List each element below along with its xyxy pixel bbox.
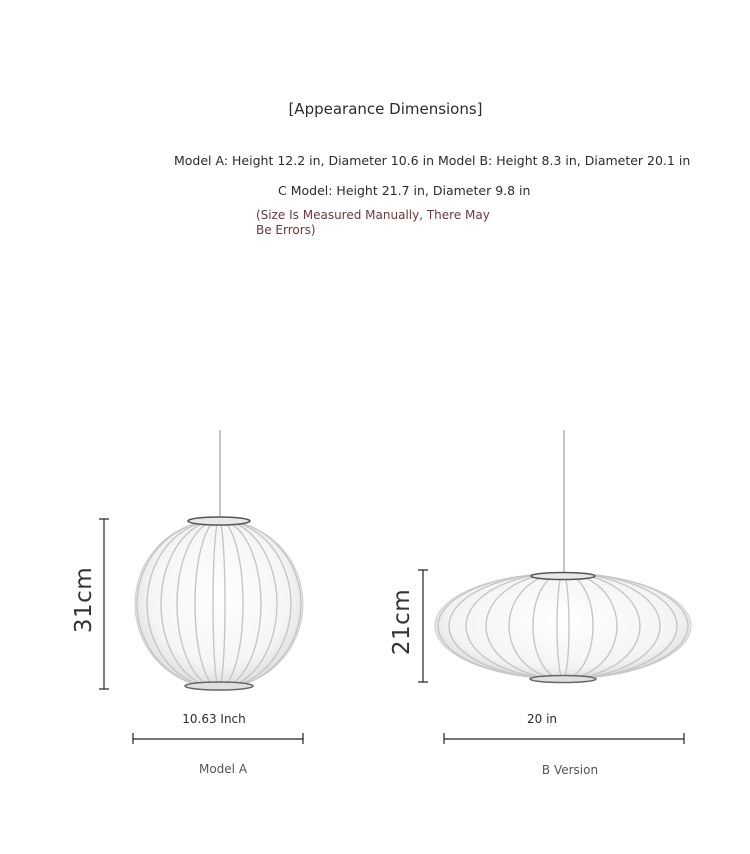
width-dimension-line-a	[133, 733, 303, 744]
width-label-a: 10.63 Inch	[182, 712, 246, 726]
height-label-a: 31cm	[71, 566, 97, 634]
lamp-model-b	[435, 430, 691, 683]
width-label-b: 20 in	[526, 712, 558, 726]
lamp-model-a	[135, 430, 303, 690]
model-label-a: Model A	[198, 762, 248, 776]
height-label-b: 21cm	[389, 588, 415, 656]
height-dimension-line-b	[418, 570, 428, 682]
measurement-note: (Size Is Measured Manually, There May Be Errors)	[256, 208, 490, 237]
width-dimension-line-b	[444, 733, 684, 744]
dimensions-line-models-a-b: Model A: Height 12.2 in, Diameter 10.6 in Model B: Height 8.3 in, Diameter 20.1 in	[174, 153, 691, 168]
section-title: [Appearance Dimensions]	[288, 100, 483, 118]
model-label-b: B Version	[541, 763, 599, 777]
height-dimension-line-a	[99, 519, 109, 689]
dimensions-line-model-c: C Model: Height 21.7 in, Diameter 9.8 in	[278, 183, 531, 198]
